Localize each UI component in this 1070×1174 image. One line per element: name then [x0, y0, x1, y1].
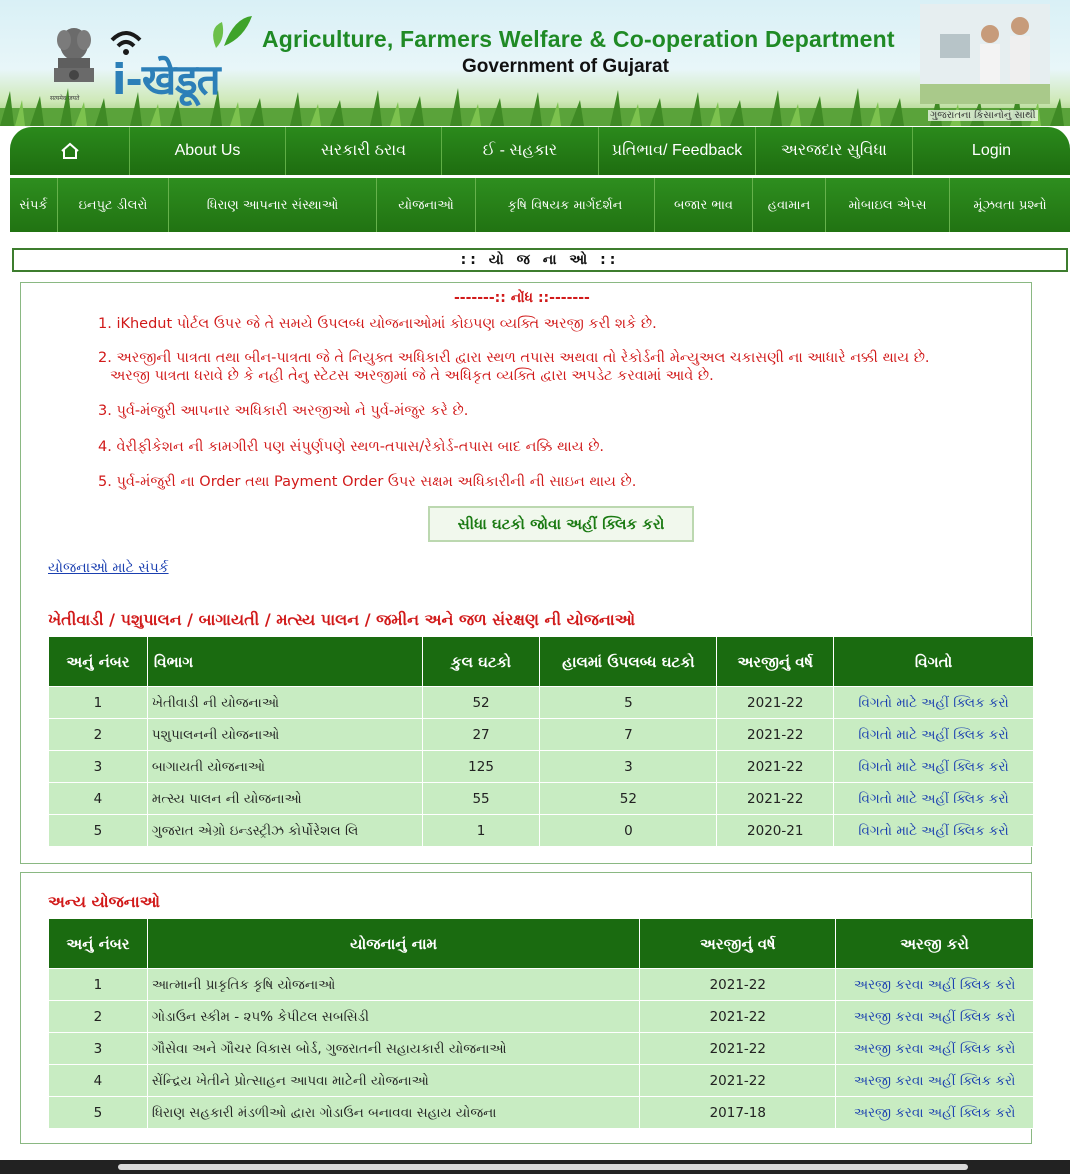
apply-link[interactable]: અરજી કરવા અહીં ક્લિક કરો — [836, 1097, 1034, 1129]
table-row — [49, 815, 1034, 847]
apply-link[interactable]: અરજી કરવા અહીં ક્લિક કરો — [836, 1001, 1034, 1033]
cell-year: 2021-22 — [640, 969, 836, 1001]
logo-text: i-खेडूत — [112, 55, 220, 104]
table-header-row — [49, 919, 1034, 969]
cell-serial-no: 3 — [49, 1033, 148, 1065]
view-direct-components-button[interactable]: સીધા ઘટકો જોવા અહીં ક્લિક કરો — [428, 506, 694, 542]
cell-serial-no: 2 — [49, 719, 148, 751]
details-link[interactable]: વિગતો માટે અહીં ક્લિક કરો — [834, 687, 1034, 719]
cell-serial-no: 1 — [49, 969, 148, 1001]
cell-department: ગુજરાત એગ્રો ઇન્ડસ્ટ્રીઝ કોર્પોરેશલ લિ — [147, 815, 422, 847]
nav-e-sahakar[interactable]: ઈ - સહકાર — [442, 127, 599, 175]
cell-year: 2021-22 — [717, 719, 834, 751]
cell-scheme-name: આત્માની પ્રાકૃતિક કૃષિ યોજનાઓ — [147, 969, 639, 1001]
notice-point-1: 1. iKhedut પોર્ટલ ઉપર જે તે સમયે ઉપલબ્ધ યોજનાઓમાં કોઇપણ વ્યક્તિ અરજી કરી શકે છે. — [98, 316, 657, 332]
cell-year: 2021-22 — [717, 751, 834, 783]
apply-link[interactable]: અરજી કરવા અહીં ક્લિક કરો — [836, 1033, 1034, 1065]
cell-year: 2020-21 — [717, 815, 834, 847]
header-tagline: ગુજરાતના કિસાનોનું સાથી — [930, 110, 1036, 121]
table-row — [49, 1001, 1034, 1033]
col-application-year: અરજીનું વર્ષ — [717, 637, 834, 687]
table-row — [49, 1065, 1034, 1097]
col-serial-no: અનું નંબર — [49, 919, 148, 969]
cell-department: મત્સ્ય પાલન ની યોજનાઓ — [147, 783, 422, 815]
table-row — [49, 751, 1034, 783]
cell-available: 3 — [540, 751, 717, 783]
cell-available: 52 — [540, 783, 717, 815]
nav-login[interactable]: Login — [971, 142, 1012, 159]
col-apply: અરજી કરો — [836, 919, 1034, 969]
table-row — [49, 1033, 1034, 1065]
table-header-row — [49, 637, 1034, 687]
subnav-market-price[interactable]: બજાર ભાવ — [655, 178, 753, 232]
government-title: Government of Gujarat — [462, 56, 669, 77]
site-header — [0, 0, 1070, 126]
notice-point-2: 2. અરજીની પાત્રતા તથા બીન-પાત્રતા જે તે નિયુક્ત અધિકારી દ્વારા સ્થળ તપાસ અથવા તો રેકોર્ડની મેન્યુઅલ ચકાસણી ના આધારે નક્કી થાય છે. — [98, 350, 930, 366]
subnav-contact[interactable]: સંપર્ક — [10, 178, 58, 232]
department-title: Agriculture, Farmers Welfare & Co-operation Department — [262, 26, 895, 52]
col-available-components: હાલમાં ઉપલબ્ધ ઘટકો — [540, 637, 717, 687]
subnav-faq[interactable]: મૂંઝવતા પ્રશ્નો — [973, 197, 1047, 213]
col-details: વિગતો — [834, 637, 1034, 687]
cell-serial-no: 5 — [49, 815, 148, 847]
horizontal-scrollbar[interactable] — [118, 1164, 968, 1170]
subnav-agri-guidance[interactable]: કૃષિ વિષયક માર્ગદર્શન — [476, 178, 655, 232]
cell-serial-no: 5 — [49, 1097, 148, 1129]
notice-title: -------:: નોંધ ::------- — [454, 290, 590, 306]
details-link[interactable]: વિગતો માટે અહીં ક્લિક કરો — [834, 815, 1034, 847]
col-application-year: અરજીનું વર્ષ — [640, 919, 836, 969]
cell-serial-no: 4 — [49, 783, 148, 815]
col-serial-no: અનું નંબર — [49, 637, 148, 687]
cell-year: 2017-18 — [640, 1097, 836, 1129]
cell-year: 2021-22 — [717, 687, 834, 719]
notice-point-3: 3. પુર્વ-મંજુરી આપનાર અધિકારી અરજીઓ ને પુર્વ-મંજુર કરે છે. — [98, 403, 469, 419]
table-row — [49, 1097, 1034, 1129]
notice-point-4: 4. વેરીફીકેશન ની કામગીરી પણ સંપુર્ણપણે સ્થળ-તપાસ/રેકોર્ડ-તપાસ બાદ નક્કિ થાય છે. — [98, 439, 605, 455]
nav-about-us[interactable]: About Us — [130, 127, 286, 175]
cell-scheme-name: સેંન્દ્રિય ખેતીને પ્રોત્સાહન આપવા માટેની યોજનાઓ — [147, 1065, 639, 1097]
cell-available: 7 — [540, 719, 717, 751]
notice-point-5: 5. પુર્વ-મંજુરી ના Order તથા Payment Order ઉપર સક્ષમ અધિકારીની ની સાઇન થાય છે. — [98, 474, 637, 490]
subnav-weather[interactable]: હવામાન — [753, 178, 826, 232]
nav-feedback[interactable]: પ્રતિભાવ/ Feedback — [599, 127, 756, 175]
table-row — [49, 687, 1034, 719]
category-schemes-table — [48, 636, 1034, 847]
cell-total: 125 — [422, 751, 540, 783]
farmers-illustration-icon — [920, 4, 1050, 104]
cell-serial-no: 1 — [49, 687, 148, 719]
details-link[interactable]: વિગતો માટે અહીં ક્લિક કરો — [834, 783, 1034, 815]
subnav-input-dealers[interactable]: ઇનપુટ ડીલરો — [58, 178, 169, 232]
cell-scheme-name: ધિરાણ સહકારી મંડળીઓ દ્વારા ગોડાઉન બનાવવા સહાય યોજના — [147, 1097, 639, 1129]
subnav-mobile-apps[interactable]: મોબાઇલ એપ્સ — [826, 178, 950, 232]
cell-serial-no: 2 — [49, 1001, 148, 1033]
category-schemes-title: ખેતીવાડી / પશુપાલન / બાગાયતી / મત્સ્ય પાલન / જમીન અને જળ સંરક્ષણ ની યોજનાઓ — [48, 610, 636, 629]
notice-point-2-continued: અરજી પાત્રતા ધરાવે છે કે નહી તેનુ સ્ટેટસ અરજીમાં જે તે અધિકૃત વ્યક્તિ દ્વારા અપડેટ કરવામાં આવે છે. — [110, 368, 714, 384]
col-scheme-name: યોજનાનું નામ — [147, 919, 639, 969]
cell-serial-no: 4 — [49, 1065, 148, 1097]
section-heading: :: યો જ ના ઓ :: — [12, 248, 1068, 272]
main-navigation — [10, 127, 1070, 175]
details-link[interactable]: વિગતો માટે અહીં ક્લિક કરો — [834, 751, 1034, 783]
cell-year: 2021-22 — [717, 783, 834, 815]
col-total-components: કુલ ઘટકો — [422, 637, 540, 687]
cell-total: 55 — [422, 783, 540, 815]
nav-government-resolution[interactable]: સરકારી ઠરાવ — [286, 127, 442, 175]
apply-link[interactable]: અરજી કરવા અહીં ક્લિક કરો — [836, 969, 1034, 1001]
cell-available: 5 — [540, 687, 717, 719]
cell-scheme-name: ગૌસેવા અને ગૌચર વિકાસ બોર્ડ, ગુજરાતની સહાયકારી યોજનાઓ — [147, 1033, 639, 1065]
table-row — [49, 969, 1034, 1001]
home-icon — [60, 141, 80, 161]
cell-department: ખેતીવાડી ની યોજનાઓ — [147, 687, 422, 719]
nav-applicant-facility[interactable]: અરજદાર સુવિધા — [756, 127, 913, 175]
apply-link[interactable]: અરજી કરવા અહીં ક્લિક કરો — [836, 1065, 1034, 1097]
schemes-contact-link[interactable]: યોજનાઓ માટે સંપર્ક — [48, 560, 169, 576]
cell-scheme-name: ગોડાઉન સ્કીમ - ૨૫% કેપીટલ સબસિડી — [147, 1001, 639, 1033]
col-department: વિભાગ — [147, 637, 422, 687]
details-link[interactable]: વિગતો માટે અહીં ક્લિક કરો — [834, 719, 1034, 751]
national-emblem-icon — [48, 22, 100, 104]
subnav-schemes[interactable]: યોજનાઓ — [377, 178, 476, 232]
cell-year: 2021-22 — [640, 1001, 836, 1033]
nav-home[interactable] — [10, 127, 130, 175]
table-row — [49, 783, 1034, 815]
cell-total: 1 — [422, 815, 540, 847]
cell-year: 2021-22 — [640, 1065, 836, 1097]
other-schemes-table — [48, 918, 1034, 1129]
cell-serial-no: 3 — [49, 751, 148, 783]
cell-total: 27 — [422, 719, 540, 751]
cell-department: બાગાયતી યોજનાઓ — [147, 751, 422, 783]
cell-available: 0 — [540, 815, 717, 847]
subnav-lending-institutions[interactable]: ધિરાણ આપનાર સંસ્થાઓ — [169, 178, 377, 232]
sub-navigation — [10, 178, 1070, 232]
cell-total: 52 — [422, 687, 540, 719]
emblem-caption: सत्यमेव जयते — [50, 95, 80, 102]
cell-department: પશુપાલનની યોજનાઓ — [147, 719, 422, 751]
cell-year: 2021-22 — [640, 1033, 836, 1065]
other-schemes-title: અન્ય યોજનાઓ — [48, 892, 161, 911]
table-row — [49, 719, 1034, 751]
